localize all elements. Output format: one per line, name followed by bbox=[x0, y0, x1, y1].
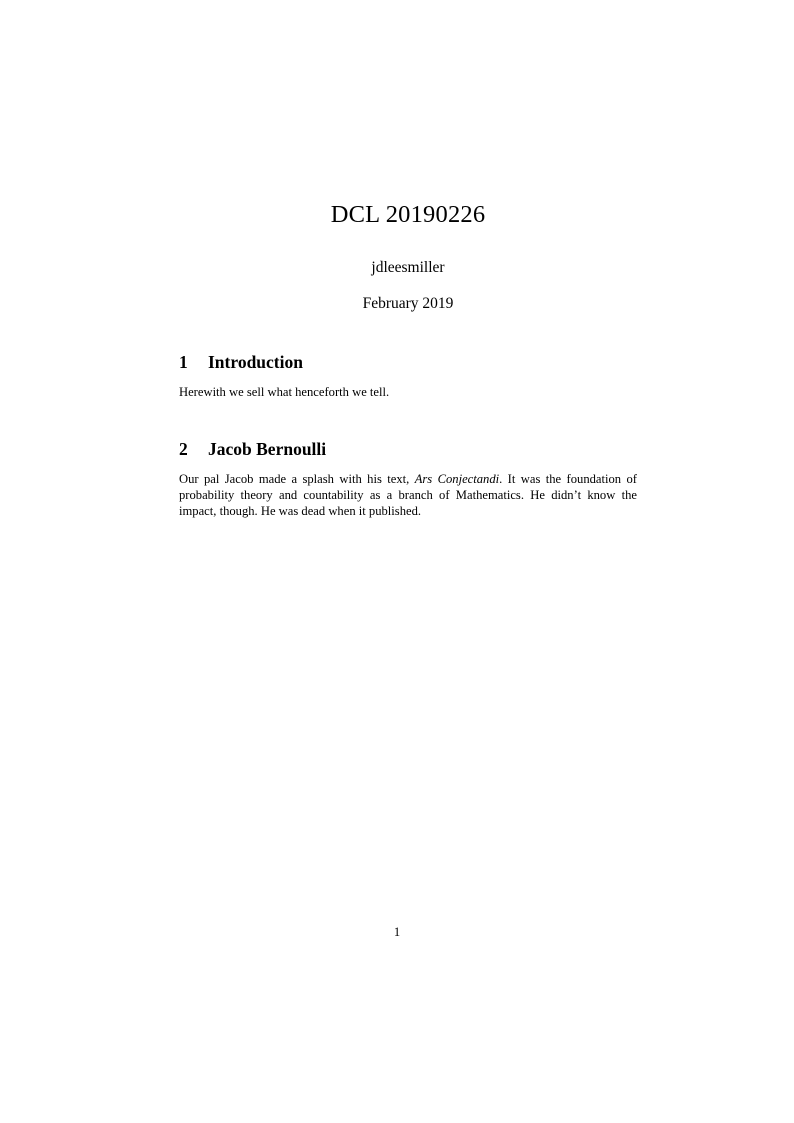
paragraph-text-italic: Ars Conjectandi bbox=[414, 471, 500, 486]
section-title: Jacob Bernoulli bbox=[208, 438, 327, 459]
section-paragraph-introduction bbox=[179, 385, 637, 401]
paragraph-text-suffix: . It was the foundation of probability theory and countability as a branch of Mathematics. He didn’t know the impact, though. He was dead when it published. bbox=[179, 471, 637, 518]
section-paragraph-jacob-bernoulli bbox=[179, 472, 637, 520]
paragraph-text-prefix: Our pal Jacob made a splash with his text, bbox=[179, 471, 415, 486]
section-heading-jacob-bernoulli bbox=[179, 439, 637, 460]
page-number: 1 bbox=[393, 925, 401, 939]
document-author: jdleesmiller bbox=[371, 259, 445, 277]
section-number: 1 bbox=[179, 351, 188, 372]
document-body bbox=[179, 200, 637, 532]
paragraph-text-prefix: Herewith we sell what henceforth we tell. bbox=[179, 384, 390, 399]
page-title: DCL 20190226 bbox=[330, 201, 486, 228]
section-title: Introduction bbox=[208, 351, 303, 372]
section-heading-introduction bbox=[179, 352, 637, 373]
section-introduction bbox=[179, 352, 637, 401]
section-number: 2 bbox=[179, 438, 188, 459]
section-jacob-bernoulli bbox=[179, 439, 637, 520]
document-date: February 2019 bbox=[362, 294, 454, 312]
